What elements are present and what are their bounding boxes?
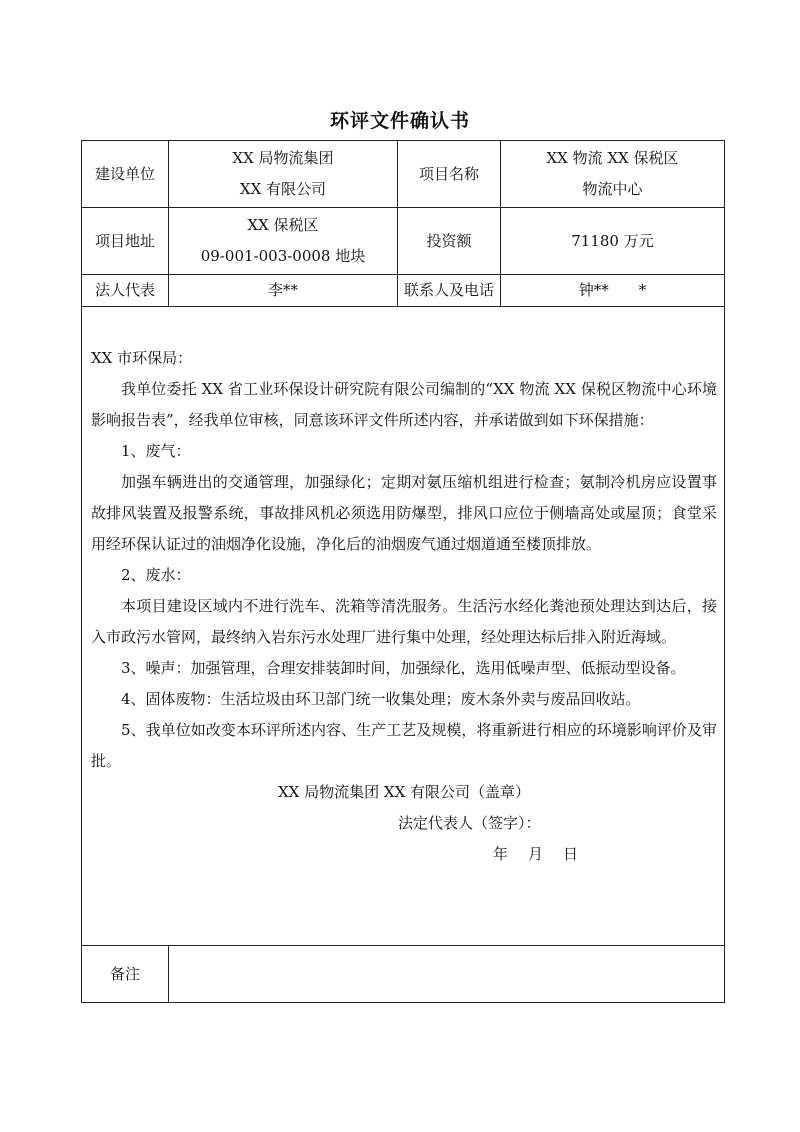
item5: 5、我单位如改变本环评所述内容、生产工艺及规模，将重新进行相应的环境影响评价及审批。 bbox=[91, 721, 717, 770]
contact-value: 钟** * bbox=[501, 275, 725, 307]
project-address-value bbox=[169, 208, 398, 275]
construction-unit-line2: XX 有限公司 bbox=[239, 180, 327, 198]
construction-unit-line1: XX 局物流集团 bbox=[232, 149, 334, 167]
project-address-line1: XX 保税区 bbox=[247, 216, 319, 234]
contact-label: 联系人及电话 bbox=[398, 275, 501, 307]
project-name-line2: 物流中心 bbox=[582, 180, 643, 198]
investment-label: 投资额 bbox=[398, 208, 501, 275]
investment-value: 71180 万元 bbox=[501, 208, 725, 275]
table-row bbox=[82, 275, 725, 307]
construction-unit-value bbox=[169, 141, 398, 208]
project-address-line2: 09-001-003-0008 地块 bbox=[200, 247, 366, 265]
letter-recipient: XX 市环保局： bbox=[91, 349, 193, 367]
date-month: 月 bbox=[528, 845, 544, 863]
date-line bbox=[91, 839, 717, 870]
letter-intro: 我单位委托 XX 省工业环保设计研究院有限公司编制的“XX 物流 XX 保税区物流中心环境影响报告表”，经我单位审核，同意该环评文件所述内容，并承诺做到如下环保措施： bbox=[91, 380, 717, 429]
date-day: 日 bbox=[563, 845, 579, 863]
item1-body: 加强车辆进出的交通管理，加强绿化；定期对氨压缩机组进行检查；氨制冷机房应设置事故排风装置及报警系统，事故排风机必须选用防爆型，排风口应位于侧墙高处或屋顶；食堂采用经环保认证过的油烟净化设施，净化后的油烟废气通过烟道通至楼顶排放。 bbox=[91, 473, 717, 553]
item4: 4、固体废物：生活垃圾由环卫部门统一收集处理；废木条外卖与废品回收站。 bbox=[121, 690, 641, 708]
letter-body-cell bbox=[82, 307, 725, 946]
legal-rep-value: 李** bbox=[169, 275, 398, 307]
legal-signature-line: 法定代表人（签字）： bbox=[398, 814, 541, 832]
note-value bbox=[169, 946, 725, 1003]
company-seal-line: XX 局物流集团 XX 有限公司（盖章） bbox=[278, 783, 531, 801]
table-row bbox=[82, 946, 725, 1003]
table-row bbox=[82, 208, 725, 275]
project-address-label: 项目地址 bbox=[82, 208, 169, 275]
construction-unit-label: 建设单位 bbox=[82, 141, 169, 208]
legal-rep-label: 法人代表 bbox=[82, 275, 169, 307]
note-label: 备注 bbox=[82, 946, 169, 1003]
document-title: 环评文件确认书 bbox=[329, 110, 470, 132]
letter-body bbox=[82, 307, 724, 870]
table-row bbox=[82, 141, 725, 208]
confirmation-form-table bbox=[81, 140, 725, 1003]
project-name-value bbox=[501, 141, 725, 208]
item2-body: 本项目建设区域内不进行洗车、洗箱等清洗服务。生活污水经化粪池预处理达到达后，接入市政污水管网，最终纳入岩东污水处理厂进行集中处理，经处理达标后排入附近海域。 bbox=[91, 597, 717, 646]
date-year: 年 bbox=[493, 845, 509, 863]
project-name-line1: XX 物流 XX 保税区 bbox=[546, 149, 679, 167]
item3: 3、噪声：加强管理，合理安排装卸时间，加强绿化，选用低噪声型、低振动型设备。 bbox=[121, 659, 686, 677]
table-row bbox=[82, 307, 725, 946]
item2-title: 2、废水： bbox=[121, 566, 191, 584]
project-name-label: 项目名称 bbox=[398, 141, 501, 208]
item1-title: 1、废气： bbox=[121, 442, 191, 460]
